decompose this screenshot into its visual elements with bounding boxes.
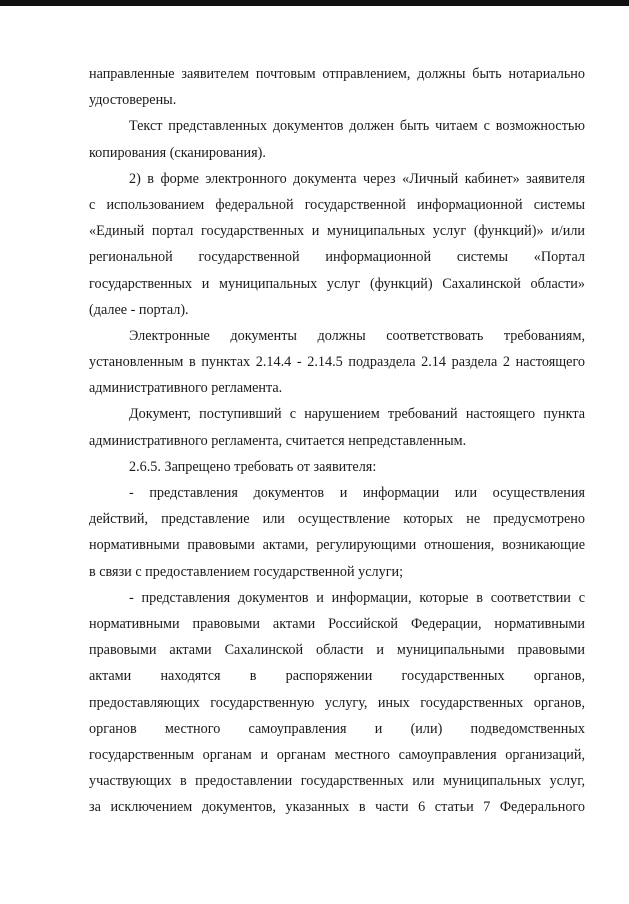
text-line: региональной государственной информационной системы «Портал	[89, 249, 585, 266]
text-line: действий, представление или осуществление которых не предусмотрено	[89, 511, 585, 528]
text-line: в связи с предоставлением государственной услуги;	[89, 563, 404, 580]
text-line: копирования (сканирования).	[89, 144, 266, 161]
text-line: 2) в форме электронного документа через «Личный кабинет» заявителя	[129, 170, 585, 187]
text-line: нормативными правовыми актами, регулирующими отношения, возникающие	[89, 537, 585, 554]
text-line: предоставляющих государственную услугу, иных государственных органов,	[89, 694, 585, 711]
text-line: нормативными правовыми актами Российской Федерации, нормативными	[89, 615, 585, 632]
scan-top-edge	[0, 0, 629, 6]
text-line: административного регламента, считается непредставленным.	[89, 432, 467, 449]
text-line: участвующих в предоставлении государственных или муниципальных услуг,	[89, 773, 585, 790]
text-line: направленные заявителем почтовым отправлением, должны быть нотариально	[89, 66, 585, 82]
document-page	[89, 61, 585, 820]
text-line: удостоверены.	[89, 92, 177, 109]
text-line: Документ, поступивший с нарушением требований настоящего пункта	[129, 406, 585, 423]
text-line: «Единый портал государственных и муниципальных услуг (функций)» и/или	[89, 223, 585, 240]
text-line: 2.6.5. Запрещено требовать от заявителя:	[129, 458, 377, 475]
text-line: административного регламента.	[89, 380, 283, 397]
text-line: государственным органам и органам местного самоуправления организаций,	[89, 746, 585, 763]
text-line: с использованием федеральной государственной информационной системы	[89, 196, 585, 213]
text-line: государственных и муниципальных услуг (функций) Сахалинской области»	[89, 275, 585, 292]
text-line: за исключением документов, указанных в части 6 статьи 7 Федерального	[89, 799, 585, 816]
text-line: (далее - портал).	[89, 301, 189, 318]
text-line: - представления документов и информации или осуществления	[129, 485, 585, 501]
text-line: актами находятся в распоряжении государственных органов,	[89, 668, 585, 685]
text-line: Текст представленных документов должен быть читаем с возможностью	[129, 118, 585, 135]
text-line: Электронные документы должны соответствовать требованиям,	[129, 327, 585, 344]
text-line: органов местного самоуправления и (или) подведомственных	[89, 720, 585, 737]
text-line: установленным в пунктах 2.14.4 - 2.14.5 подраздела 2.14 раздела 2 настоящего	[89, 354, 585, 371]
text-line: - представления документов и информации, которые в соответствии с	[129, 589, 585, 606]
text-line: правовыми актами Сахалинской области и муниципальными правовыми	[89, 642, 585, 659]
